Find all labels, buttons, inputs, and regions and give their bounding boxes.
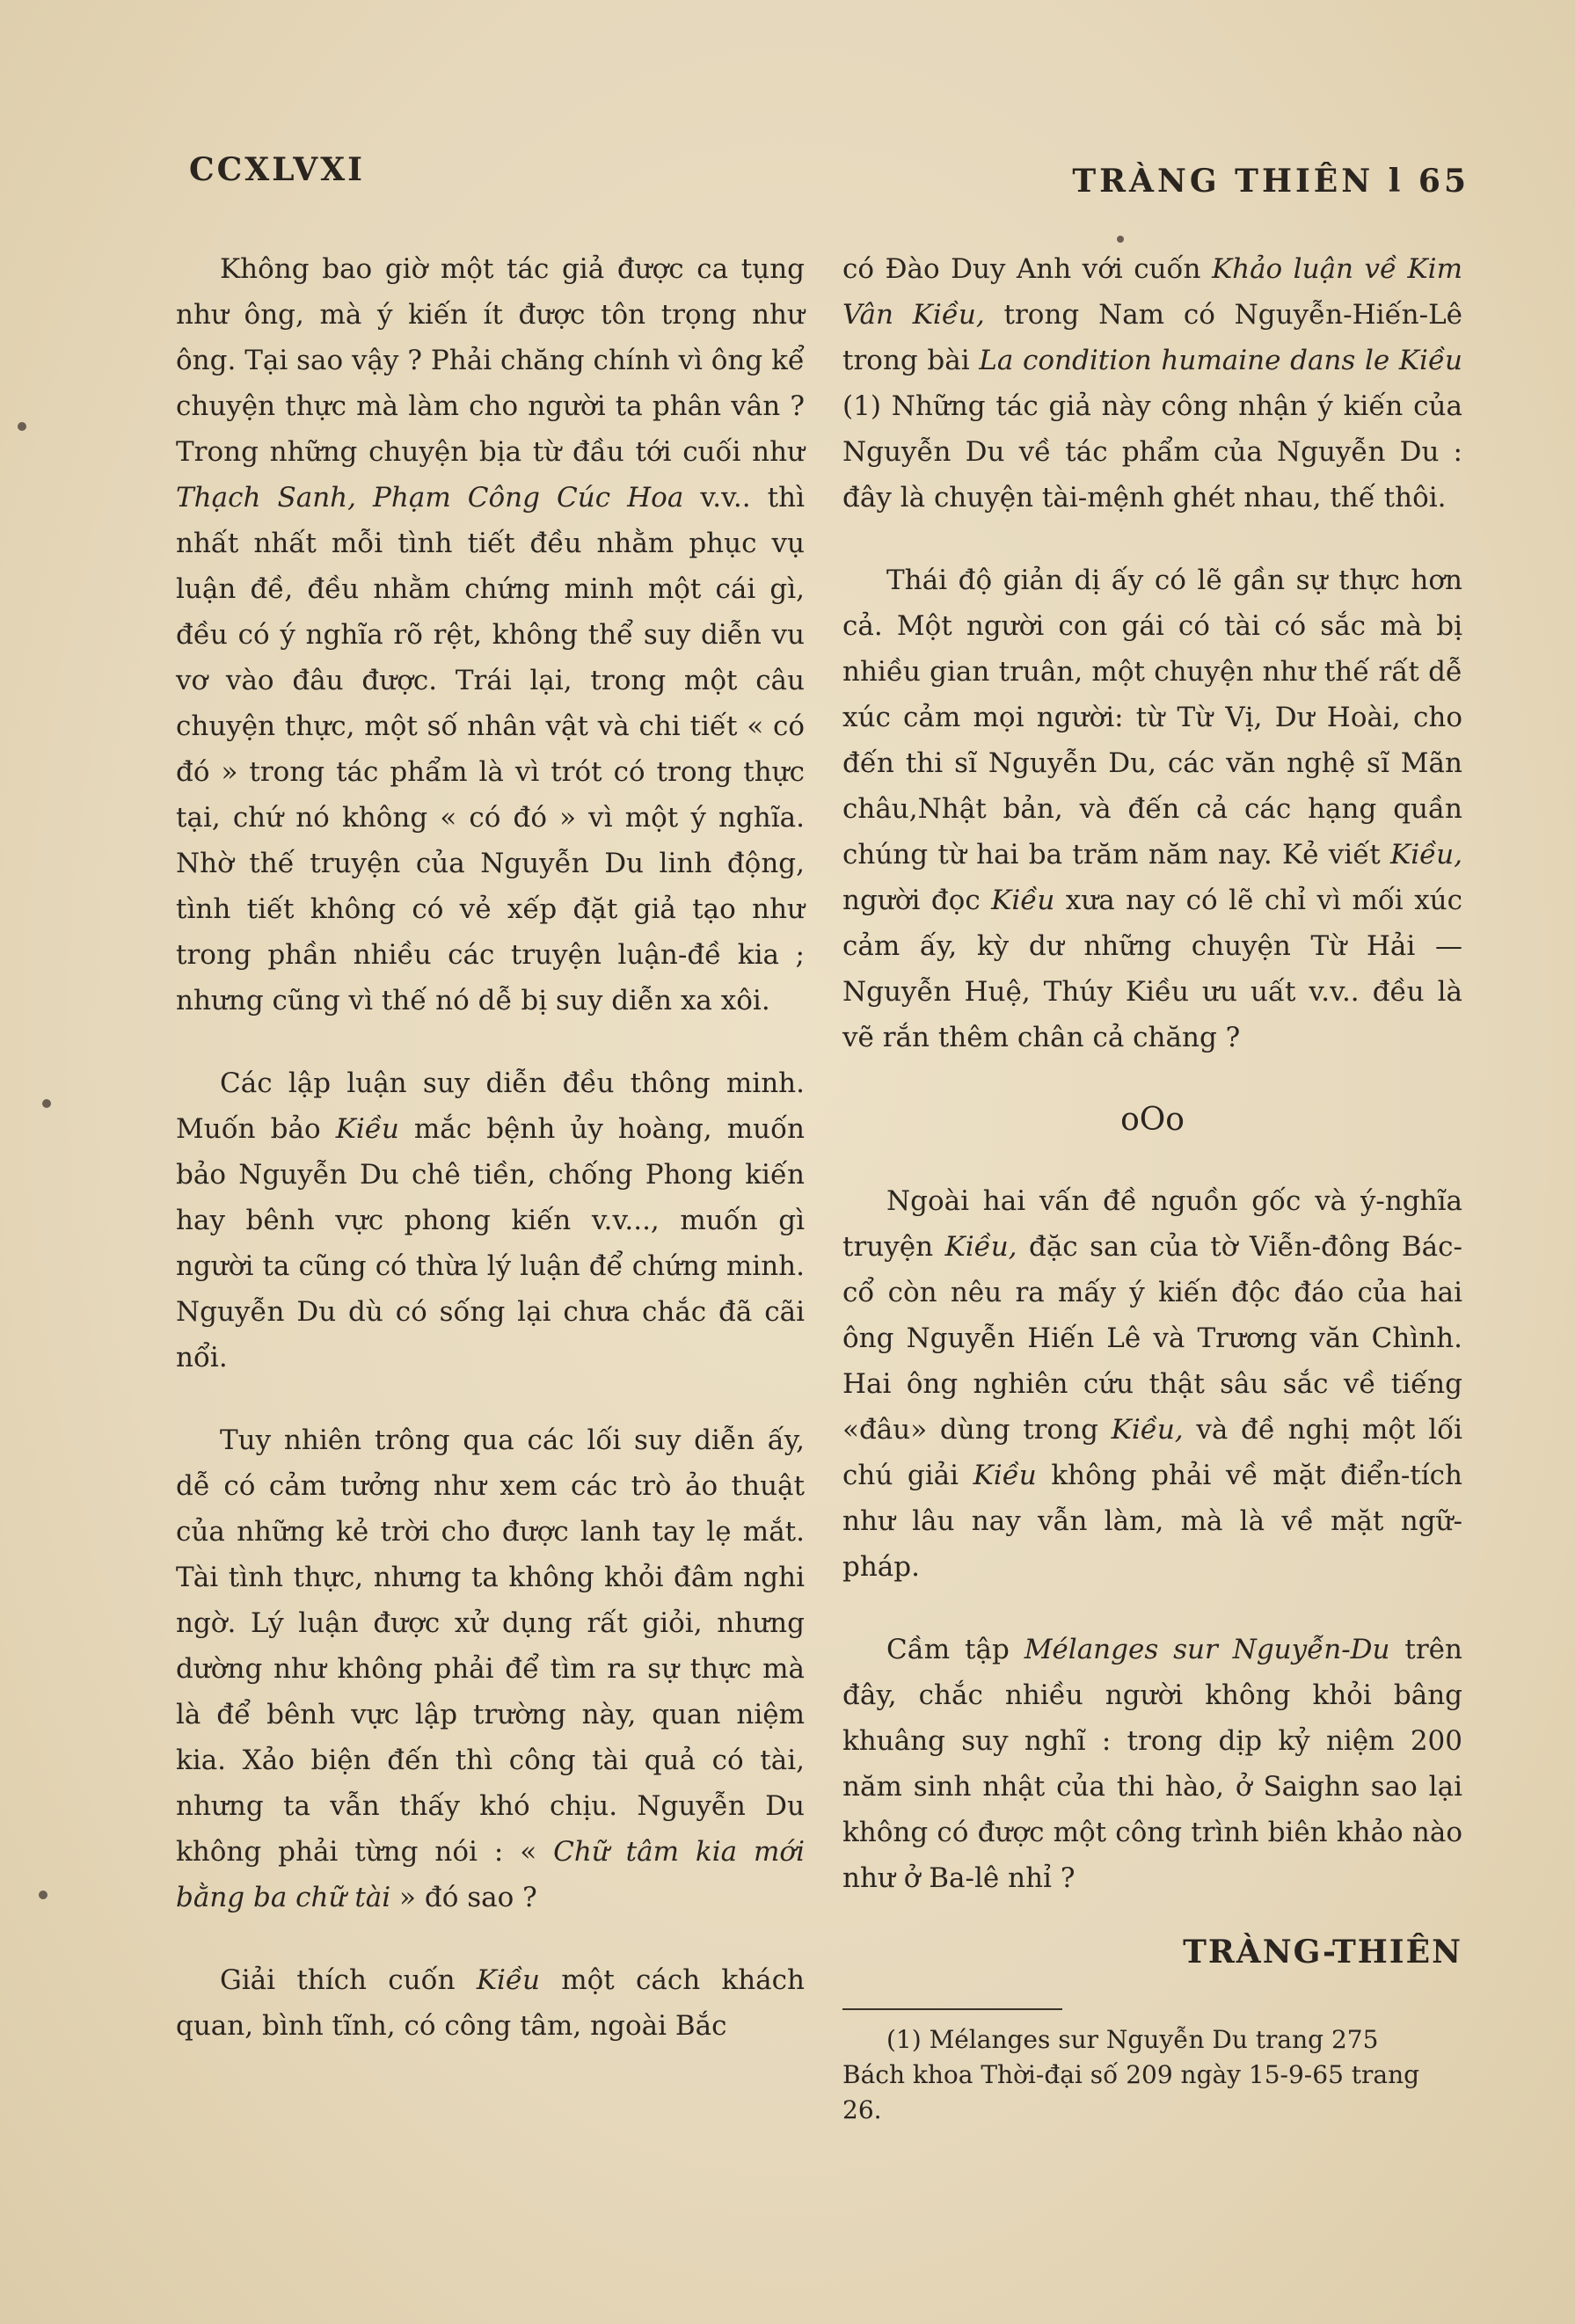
- italic-title: La condition humaine dans le Kiều: [979, 345, 1462, 376]
- text: Thái độ giản dị ấy có lẽ gần sự thực hơn cả. Một người con gái có tài có sắc mà bị nhiều gian truân, một chuyện như thế rất dễ xúc cảm mọi người: từ Từ Vị, Dư Hoài, cho đến thi sĩ Nguyễn Du, các văn nghệ sĩ Mãn châu,Nhật bản, và đến cả các hạng quần chúng từ hai ba trăm năm nay. Kẻ viết: [842, 565, 1462, 871]
- text: » đó sao ?: [390, 1882, 537, 1913]
- right-column: [842, 246, 1462, 2165]
- text: Các lập luận suy diễn đều thông minh. Muốn bảo: [176, 1067, 805, 1145]
- text: (1) Những tác giả này công nhận ý kiến của Nguyễn Du về tác phẩm của Nguyễn Du : đây là chuyện tài-mệnh ghét nhau, thế thôi.: [842, 390, 1462, 514]
- italic-title: Kiều,: [944, 1231, 1017, 1263]
- italic-title: Khảo luận về Kim Vân Kiều,: [842, 253, 1462, 331]
- footnote-divider: [842, 2008, 1062, 2010]
- paper-speck: [1117, 236, 1124, 243]
- paragraph-7: [842, 1627, 1462, 1901]
- text: có Đào Duy Anh với cuốn: [842, 253, 1212, 285]
- left-column: [176, 246, 805, 2086]
- section-separator: oOo: [1120, 1102, 1185, 1138]
- text: mắc bệnh ủy hoàng, muốn bảo Nguyễn Du chê tiền, chống Phong kiến hay bênh vực phong kiến v.v..., muốn gì người ta cũng có thừa lý luận để chứng minh. Nguyễn Du dù có sống lại chưa chắc đã cãi nổi.: [176, 1113, 805, 1373]
- text: v.v.. thì nhất nhất mỗi tình tiết đều nhằm phục vụ luận đề, đều nhằm chứng minh một cái gì, đều có ý nghĩa rõ rệt, không thể suy diễn vu vơ vào đâu được. Trái lại, trong một câu chuyện thực, một số nhân vật và chi tiết « có đó » trong tác phẩm là vì trót có trong thực tại, chứ nó không « có đó » vì một ý nghĩa. Nhờ thế truyện của Nguyễn Du linh động, tình tiết không có vẻ xếp đặt giả tạo như trong phần nhiều các truyện luận-đề kia ; nhưng cũng vì thế nó dễ bị suy diễn xa xôi.: [176, 482, 805, 1016]
- text: và đề nghị một lối chú giải: [842, 1414, 1463, 1491]
- italic-title: Kiều: [476, 1964, 540, 1996]
- italic-quote: Chữ tâm kia mới bằng ba chữ tài: [176, 1836, 805, 1913]
- italic-title: Kiều: [973, 1460, 1037, 1491]
- running-header-left: CCXLVXI: [189, 151, 365, 188]
- text: Tuy nhiên trông qua các lối suy diễn ấy, dễ có cảm tưởng như xem các trò ảo thuật của những kẻ trời cho được lanh tay lẹ mắt. Tài tình thực, nhưng ta không khỏi đâm nghi ngờ. Lý luận được xử dụng rất giỏi, nhưng dường như không phải để tìm ra sự thực mà là để bênh vực lập trường này, quan niệm kia. Xảo biện đến thì công tài quả có tài, nhưng ta vẫn thấy khó chịu. Nguyễn Du không phải từng nói : «: [176, 1424, 805, 1868]
- paragraph-5: [842, 557, 1462, 1060]
- paper-speck: [18, 422, 26, 431]
- running-header-right: TRÀNG THIÊN l 65: [1072, 163, 1469, 200]
- italic-title: Kiều,: [1390, 839, 1462, 871]
- text: đặc san của tờ Viễn-đông Bác-cổ còn nêu ra mấy ý kiến độc đáo của hai ông Nguyễn Hiến Lê và Trương văn Chình. Hai ông nghiên cứu thật sâu sắc về tiếng «đâu» dùng trong: [842, 1231, 1462, 1446]
- footnote-line: Bách khoa Thời-đại số 209 ngày 15-9-65 trang 26.: [842, 2060, 1420, 2124]
- footnote: [842, 2022, 1462, 2128]
- paragraph-1: [176, 246, 805, 1024]
- paper-speck: [42, 1099, 51, 1108]
- italic-title: Mélanges sur Nguyễn-Du: [1024, 1634, 1390, 1665]
- text: trên đây, chắc nhiều người không khỏi bâng khuâng suy nghĩ : trong dịp kỷ niệm 200 năm sinh nhật của thi hào, ở Saighn sao lại không có được một công trình biên khảo nào như ở Ba-lê nhỉ ?: [842, 1634, 1462, 1894]
- italic-title: Kiều: [335, 1113, 399, 1145]
- text: không phải về mặt điển-tích như lâu nay vẫn làm, mà là về mặt ngữ-pháp.: [842, 1460, 1463, 1583]
- paragraph-3: [176, 1417, 805, 1920]
- paper-speck: [39, 1891, 47, 1899]
- text: Giải thích cuốn: [220, 1964, 477, 1996]
- paragraph-4: [176, 1957, 805, 2049]
- paragraph-2: [176, 1060, 805, 1381]
- text: người đọc: [842, 885, 992, 916]
- text: một cách khách quan, bình tĩnh, có công tâm, ngoài Bắc: [176, 1964, 805, 2042]
- text: xưa nay có lẽ chỉ vì mối xúc cảm ấy, kỳ dư những chuyện Từ Hải — Nguyễn Huệ, Thúy Kiều ưu uất v.v.. đều là vẽ rắn thêm chân cả chăng ?: [842, 885, 1462, 1053]
- italic-title: Kiều,: [1111, 1414, 1184, 1446]
- paragraph-continued: [842, 246, 1462, 521]
- text: Cầm tập: [886, 1634, 1024, 1665]
- text: Ngoài hai vấn đề nguồn gốc và ý-nghĩa truyện: [842, 1185, 1462, 1263]
- author-signature: TRÀNG-THIÊN: [1183, 1934, 1462, 1971]
- italic-title: Thạch Sanh, Phạm Công Cúc Hoa: [176, 482, 684, 514]
- footnote-line: (1) Mélanges sur Nguyễn Du trang 275: [886, 2025, 1379, 2054]
- text: Không bao giờ một tác giả được ca tụng như ông, mà ý kiến ít được tôn trọng như ông. Tại sao vậy ? Phải chăng chính vì ông kể chuyện thực mà làm cho người ta phân vân ? Trong những chuyện bịa từ đầu tới cuối như: [176, 253, 805, 468]
- text: trong Nam có Nguyễn-Hiến-Lê trong bài: [842, 299, 1463, 376]
- italic-title: Kiều: [991, 885, 1055, 916]
- paragraph-6: [842, 1178, 1462, 1590]
